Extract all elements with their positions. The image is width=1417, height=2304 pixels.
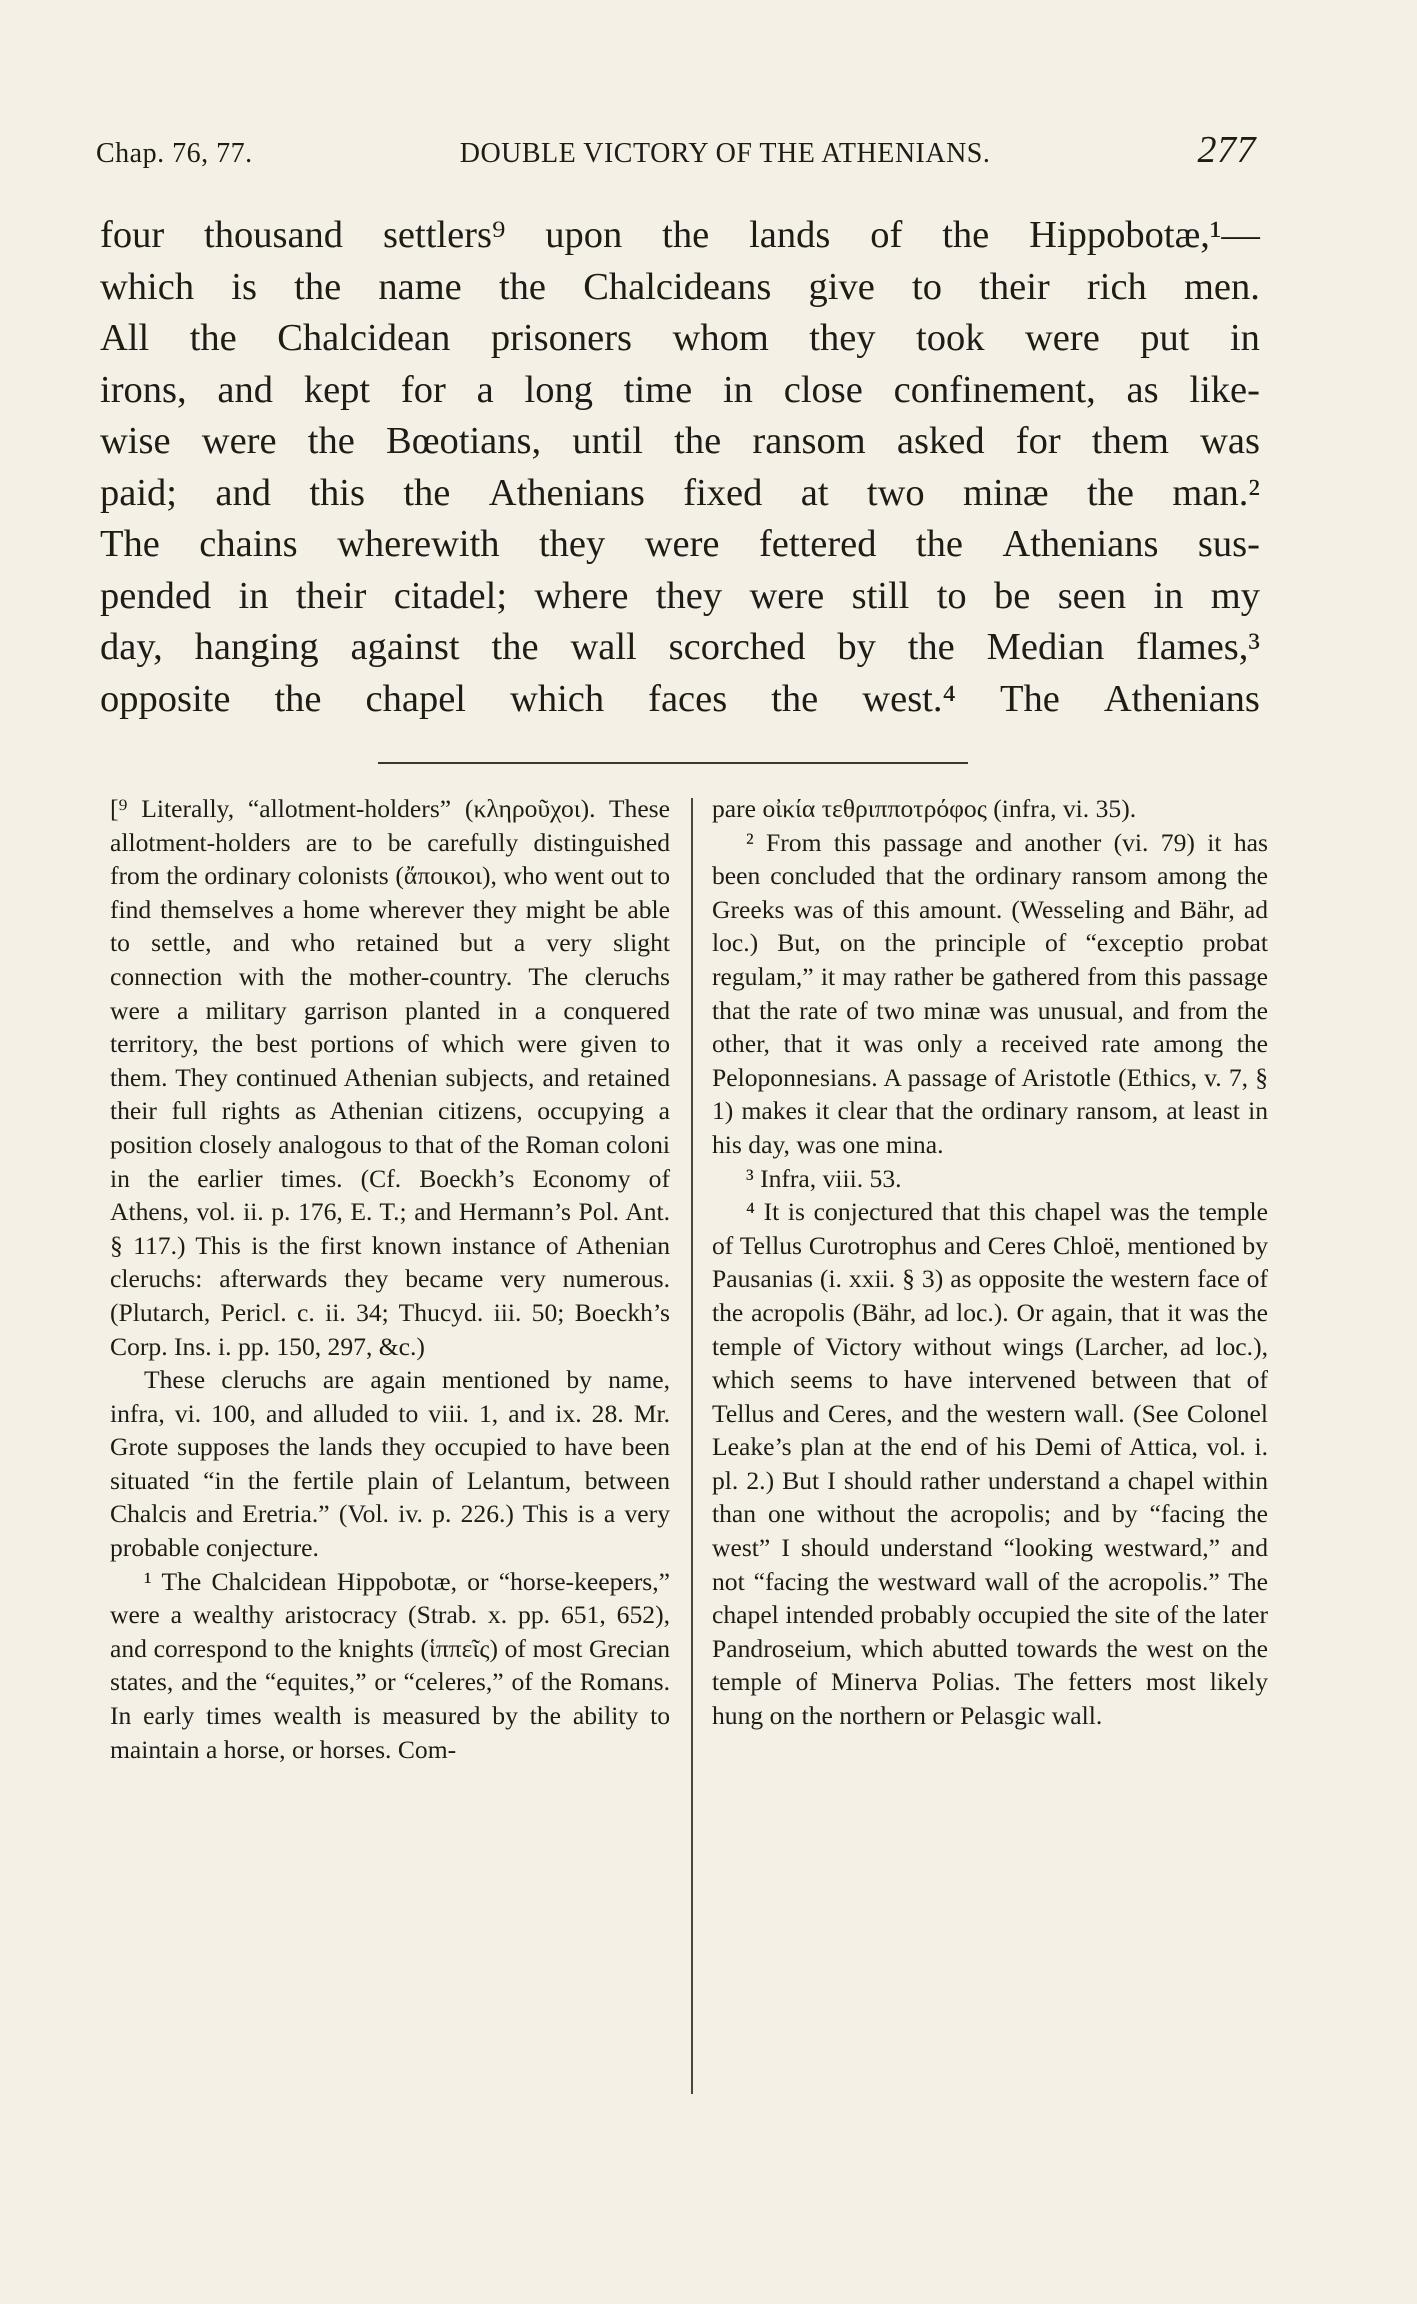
footnote-1-continued: pare οἰκία τεθριπποτρόφος (infra, vi. 35).: [712, 794, 1137, 823]
main-line: four thousand settlers⁹ upon the lands of the Hippobotæ,¹—: [100, 214, 1260, 256]
main-text: [100, 210, 1260, 725]
footnotes-left-column: [110, 792, 670, 1766]
footnote-2: ² From this passage and another (vi. 79) it has been concluded that the ordinary ransom among the Greeks was of this amount. (Wesseling and Bähr, ad loc.) But, on the principle of “exceptio probat regulam,” it may rather be gathered from this passage that the rate of two minæ was unusual, and from the other, that it was only a received rate among the Peloponnesians. A passage of Aristotle (Ethics, v. 7, § 1) makes it clear that the ordinary ransom, at least in his day, was one mina.: [712, 827, 1268, 1159]
footnote-4: ⁴ It is conjectured that this chapel was the temple of Tellus Curotrophus and Ceres Chloë, mentioned by Pausanias (i. xxii. § 3) as opposite the western face of the acropolis (Bähr, ad loc.). Or again, that it was the temple of Victory without wings (Larcher, ad loc.), which seems to have intervened between that of Tellus and Ceres, and the western wall. (See Colonel Leake’s plan at the end of his Demi of Attica, vol. i. pl. 2.) But I should rather understand a chapel within than one without the acropolis; and by “facing the west” I should understand “looking westward,” and not “facing the westward wall of the acropolis.” The chapel intended probably occupied the site of the later Pandroseium, which abutted towards the west on the temple of Minerva Polias. The fetters most likely hung on the northern or Pelasgic wall.: [712, 1197, 1268, 1731]
main-line: day, hanging against the wall scorched by the Median flames,³: [100, 626, 1260, 668]
main-line: wise were the Bœotians, until the ransom asked for them was: [100, 420, 1260, 462]
running-header: [96, 128, 1256, 172]
footnote-1: ¹ The Chalcidean Hippobotæ, or “horse-keepers,” were a wealthy aristocracy (Strab. x. pp. 651, 652), and correspond to the knights (ἱππεῖς) of most Grecian states, and the “equites,” or “celeres,” of the Romans. In early times wealth is measured by the ability to maintain a horse, or horses. Com-: [110, 1566, 670, 1764]
footnote-separator-rule: [378, 762, 968, 764]
column-divider: [691, 798, 693, 2094]
main-line: irons, and kept for a long time in close confinement, as like-: [100, 368, 1260, 411]
main-line: All the Chalcidean prisoners whom they took were put in: [100, 317, 1260, 359]
page-number: 277: [1197, 129, 1256, 171]
main-line: paid; and this the Athenians fixed at two minæ the man.²: [100, 471, 1260, 514]
main-line: which is the name the Chalcideans give to their rich men.: [100, 265, 1260, 308]
main-line: The chains wherewith they were fettered the Athenians sus-: [100, 523, 1260, 565]
footnote-9: [⁹ Literally, “allotment-holders” (κληροῦχοι). These allotment-holders are to be carefully distinguished from the ordinary colonists (ἄποικοι), who went out to find themselves a home wherever they might be able to settle, and who retained but a very slight connection with the mother-country. The cleruchs were a military garrison planted in a conquered territory, the best portions of which were given to them. They continued Athenian subjects, and retained their full rights as Athenian citizens, occupying a position closely analogous to that of the Roman coloni in the earlier times. (Cf. Boeckh’s Economy of Athens, vol. ii. p. 176, E. T.; and Hermann’s Pol. Ant. § 117.) This is the first known instance of Athenian cleruchs: afterwards they became very numerous. (Plutarch, Pericl. c. ii. 34; Thucyd. iii. 50; Boeckh’s Corp. Ins. i. pp. 150, 297, &c.): [110, 794, 670, 1361]
main-line: pended in their citadel; where they were still to be seen in my: [100, 574, 1260, 617]
footnotes-right-column: [712, 792, 1268, 1733]
footnote-9-continued: These cleruchs are again mentioned by name, infra, vi. 100, and alluded to viii. 1, and ix. 28. Mr. Grote supposes the lands they occupied to have been situated “in the fertile plain of Lelantum, between Chalcis and Eretria.” (Vol. iv. p. 226.) This is a very probable conjecture.: [110, 1365, 670, 1563]
chapter-reference: Chap. 76, 77.: [96, 138, 253, 169]
running-title: DOUBLE VICTORY OF THE ATHENIANS.: [459, 138, 991, 169]
footnote-3: ³ Infra, viii. 53.: [746, 1163, 902, 1193]
main-line: opposite the chapel which faces the west.⁴ The Athenians: [100, 677, 1260, 720]
